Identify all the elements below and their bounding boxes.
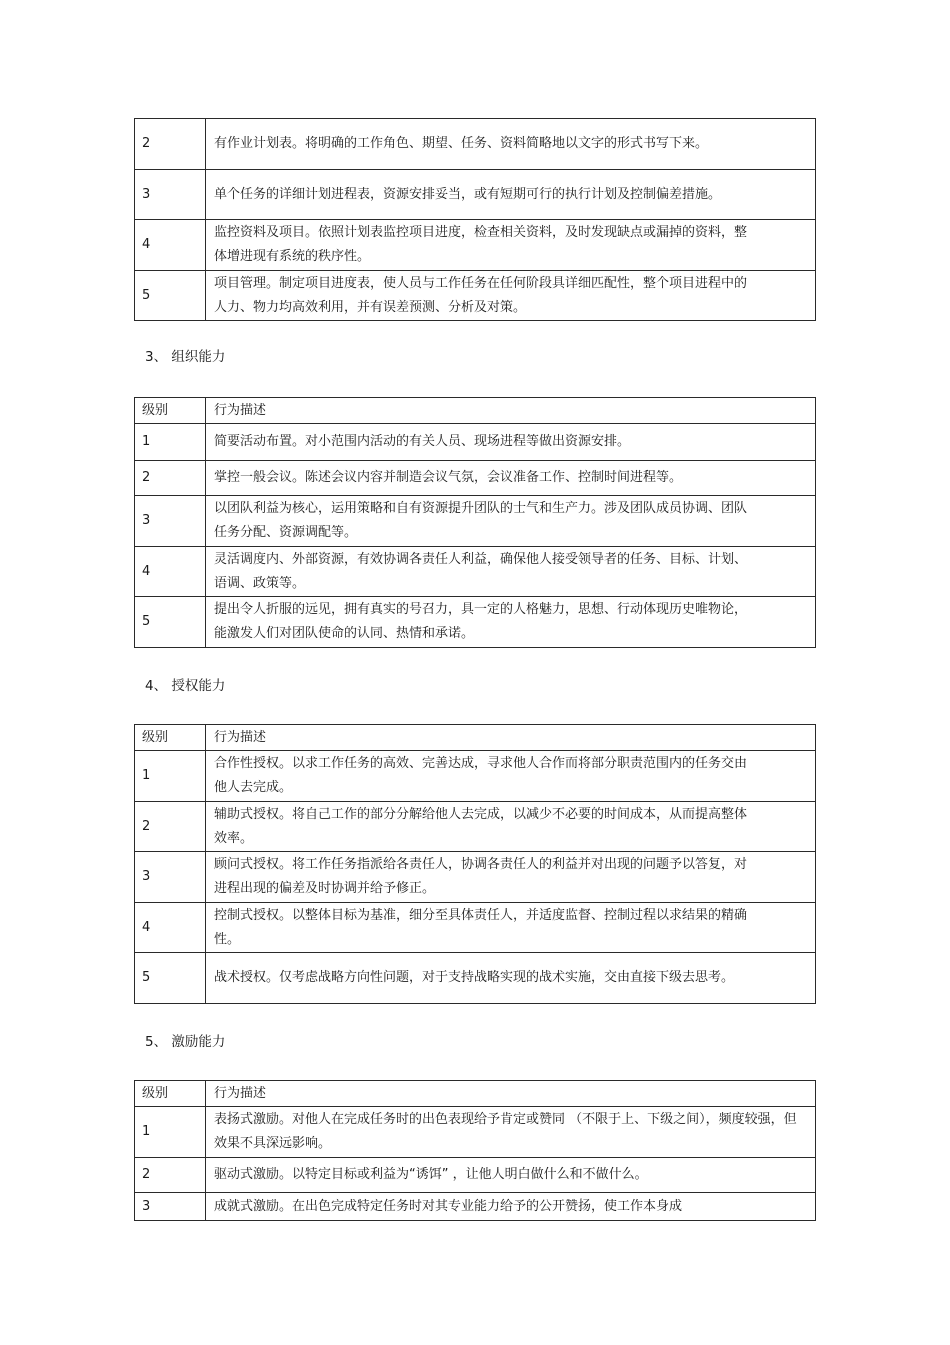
level-cell: 5 <box>135 597 206 648</box>
description-cell: 顾问式授权。将工作任务指派给各责任人，协调各责任人的利益并对出现的问题予以答复，对进程出现的偏差及时协调并给予修正。 <box>206 852 816 903</box>
level-cell: 4 <box>135 547 206 597</box>
level-cell: 4 <box>135 220 206 271</box>
description-cell: 掌控一般会议。陈述会议内容并制造会议气氛，会议准备工作、控制时间进程等。 <box>206 461 816 496</box>
motivation-ability-table <box>134 1080 816 1221</box>
description-header: 行为描述 <box>206 398 816 424</box>
description-cell: 辅助式授权。将自己工作的部分分解给他人去完成，以减少不必要的时间成本，从而提高整体效率。 <box>206 802 816 852</box>
level-cell: 2 <box>135 119 206 170</box>
level-cell: 5 <box>135 953 206 1004</box>
table-row <box>135 751 816 802</box>
level-header: 级别 <box>135 398 206 424</box>
description-cell: 战术授权。仅考虑战略方向性问题，对于支持战略实现的战术实施，交由直接下级去思考。 <box>206 953 816 1004</box>
planning-ability-table <box>134 118 816 321</box>
level-header: 级别 <box>135 1081 206 1107</box>
table-row <box>135 220 816 271</box>
description-header: 行为描述 <box>206 725 816 751</box>
table-header-row <box>135 725 816 751</box>
description-cell: 灵活调度内、外部资源，有效协调各责任人利益，确保他人接受领导者的任务、目标、计划、语调、政策等。 <box>206 547 816 597</box>
table-row <box>135 547 816 597</box>
description-cell: 有作业计划表。将明确的工作角色、期望、任务、资料简略地以文字的形式书写下来。 <box>206 119 816 170</box>
description-cell: 简要活动布置。对小范围内活动的有关人员、现场进程等做出资源安排。 <box>206 424 816 461</box>
description-cell: 提出令人折服的远见，拥有真实的号召力，具一定的人格魅力，思想、行动体现历史唯物论，能激发人们对团队使命的认同、热情和承诺。 <box>206 597 816 648</box>
table-row <box>135 496 816 547</box>
table-header-row <box>135 398 816 424</box>
level-cell: 1 <box>135 424 206 461</box>
section-heading-motivation: 5、 激励能力 <box>145 1034 226 1050</box>
table-row <box>135 461 816 496</box>
table-row <box>135 597 816 648</box>
table-row <box>135 903 816 953</box>
organization-ability-table <box>134 397 816 648</box>
table-row <box>135 953 816 1004</box>
level-cell: 2 <box>135 1158 206 1193</box>
level-cell: 4 <box>135 903 206 953</box>
table-row <box>135 1107 816 1158</box>
description-cell: 监控资料及项目。依照计划表监控项目进度，检查相关资料，及时发现缺点或漏掉的资料，整体增进现有系统的秩序性。 <box>206 220 816 271</box>
table-row <box>135 424 816 461</box>
description-cell: 成就式激励。在出色完成特定任务时对其专业能力给予的公开赞扬，使工作本身成 <box>206 1193 816 1221</box>
section-heading-delegation: 4、 授权能力 <box>145 678 226 694</box>
description-header: 行为描述 <box>206 1081 816 1107</box>
level-cell: 3 <box>135 1193 206 1221</box>
level-cell: 3 <box>135 496 206 547</box>
description-cell: 表扬式激励。对他人在完成任务时的出色表现给予肯定或赞同 （不限于上、下级之间），频度较强，但效果不具深远影响。 <box>206 1107 816 1158</box>
level-cell: 2 <box>135 802 206 852</box>
table-row <box>135 852 816 903</box>
level-cell: 2 <box>135 461 206 496</box>
level-cell: 1 <box>135 751 206 802</box>
table-row <box>135 802 816 852</box>
level-cell: 3 <box>135 852 206 903</box>
table-row <box>135 1158 816 1193</box>
description-cell: 项目管理。制定项目进度表，使人员与工作任务在任何阶段具详细匹配性，整个项目进程中的人力、物力均高效利用，并有误差预测、分析及对策。 <box>206 271 816 321</box>
table-row <box>135 119 816 170</box>
description-cell: 驱动式激励。以特定目标或利益为“诱饵” ，让他人明白做什么和不做什么。 <box>206 1158 816 1193</box>
table-row <box>135 170 816 220</box>
table-row <box>135 271 816 321</box>
table-header-row <box>135 1081 816 1107</box>
description-cell: 合作性授权。以求工作任务的高效、完善达成，寻求他人合作而将部分职责范围内的任务交由他人去完成。 <box>206 751 816 802</box>
delegation-ability-table <box>134 724 816 1004</box>
level-cell: 1 <box>135 1107 206 1158</box>
level-cell: 3 <box>135 170 206 220</box>
table-row <box>135 1193 816 1221</box>
level-header: 级别 <box>135 725 206 751</box>
level-cell: 5 <box>135 271 206 321</box>
description-cell: 控制式授权。以整体目标为基准，细分至具体责任人，并适度监督、控制过程以求结果的精确性。 <box>206 903 816 953</box>
description-cell: 以团队利益为核心，运用策略和自有资源提升团队的士气和生产力。涉及团队成员协调、团队任务分配、资源调配等。 <box>206 496 816 547</box>
description-cell: 单个任务的详细计划进程表，资源安排妥当，或有短期可行的执行计划及控制偏差措施。 <box>206 170 816 220</box>
section-heading-organization: 3、 组织能力 <box>145 349 226 365</box>
